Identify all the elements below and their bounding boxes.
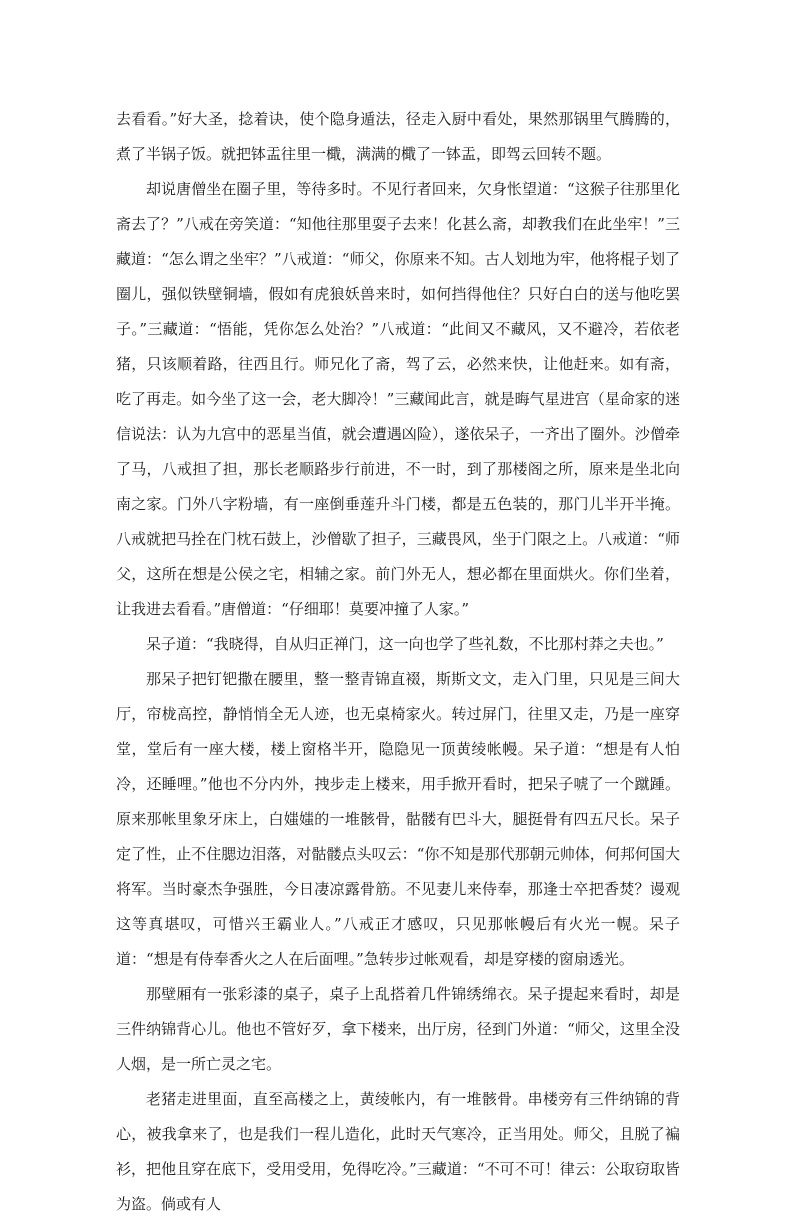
paragraph-5: 那壁厢有一张彩漆的桌子，桌子上乱搭着几件锦绣绵衣。呆子提起来看时，却是三件纳锦背心儿。他也不管好歹，拿下楼来，出厅房，径到门外道：“师父，这里全没人烟，是一所亡灵之宅。 (116, 985, 680, 1073)
paragraph-4: 那呆子把钉钯撒在腰里，整一整青锦直裰，斯斯文文，走入门里，只见是三间大厅，帘栊高控，静悄悄全无人迹，也无桌椅家火。转过屏门，往里又走，乃是一座穿堂，堂后有一座大楼，楼上窗格半开，隐隐见一顶黄绫帐幔。呆子道：“想是有人怕冷，还睡哩。”他也不分内外，拽步走上楼来，用手掀开看时，把呆子唬了一个蹴踵。原来那帐里象牙床上，白媸媸的一堆骸骨，骷髅有巴斗大，腿挺骨有四五尺长。呆子定了性，止不住腮边泪落，对骷髅点头叹云：“你不知是那代那朝元帅体，何邦何国大将军。当时豪杰争强胜，今日凄凉露骨筋。不见妻儿来侍奉，那逢士卒把香焚？谩观这等真堪叹，可惜兴王霸业人。”八戒正才感叹，只见那帐幔后有火光一幌。呆子道：“想是有侍奉香火之人在后面哩。”急转步过帐观看，却是穿楼的窗扇透光。 (116, 670, 680, 968)
paragraph-6: 老猪走进里面，直至高楼之上，黄绫帐内，有一堆骸骨。串楼旁有三件纳锦的背心，被我拿来了，也是我们一程儿造化，此时天气寒冷，正当用处。师父，且脱了褊衫，把他且穿在底下，受用受用，免得吃冷。”三藏道：“不可不可！律云：公取窃取皆为盗。倘或有人 (116, 1090, 680, 1213)
paragraph-2: 却说唐僧坐在圈子里，等待多时。不见行者回来，欠身怅望道：“这猴子往那里化斋去了？”八戒在旁笑道：“知他往那里耍子去来！化甚么斋，却教我们在此坐牢！”三藏道：“怎么谓之坐牢？”八戒道：“师父，你原来不知。古人划地为牢，他将棍子划了圈儿，强似铁壁铜墙，假如有虎狼妖兽来时，如何挡得他住？只好白白的送与他吃罢子。”三藏道：“悟能，凭你怎么处治？”八戒道：“此间又不藏风，又不避冷，若依老猪，只该顺着路，往西且行。师兄化了斋，驾了云，必然来快，让他赶来。如有斋，吃了再走。如今坐了这一会，老大脚冷！”三藏闻此言，就是晦气星进宫（星命家的迷信说法：认为九宫中的恶星当值，就会遭遇凶险），遂依呆子，一齐出了圈外。沙僧牵了马，八戒担了担，那长老顺路步行前进，不一时，到了那楼阁之所，原来是坐北向南之家。门外八字粉墙，有一座倒垂莲升斗门楼，都是五色装的，那门儿半开半掩。八戒就把马拴在门枕石鼓上，沙僧歇了担子，三藏畏风，坐于门限之上。八戒道：“师父，这所在想是公侯之宅，相辅之家。前门外无人，想必都在里面烘火。你们坐着，让我进去看看。”唐僧道：“仔细耶！莫要冲撞了人家。” (116, 180, 680, 618)
document-page (116, 102, 680, 1222)
paragraph-3: 呆子道：“我晓得，自从归正禅门，这一向也学了些礼数，不比那村莽之夫也。” (146, 635, 664, 653)
paragraph-1: 去看看。”好大圣，捻着诀，使个隐身遁法，径走入厨中看处，果然那锅里气腾腾的，煮了半锅子饭。就把钵盂往里一檝，满满的檝了一钵盂，即驾云回转不题。 (116, 110, 680, 163)
